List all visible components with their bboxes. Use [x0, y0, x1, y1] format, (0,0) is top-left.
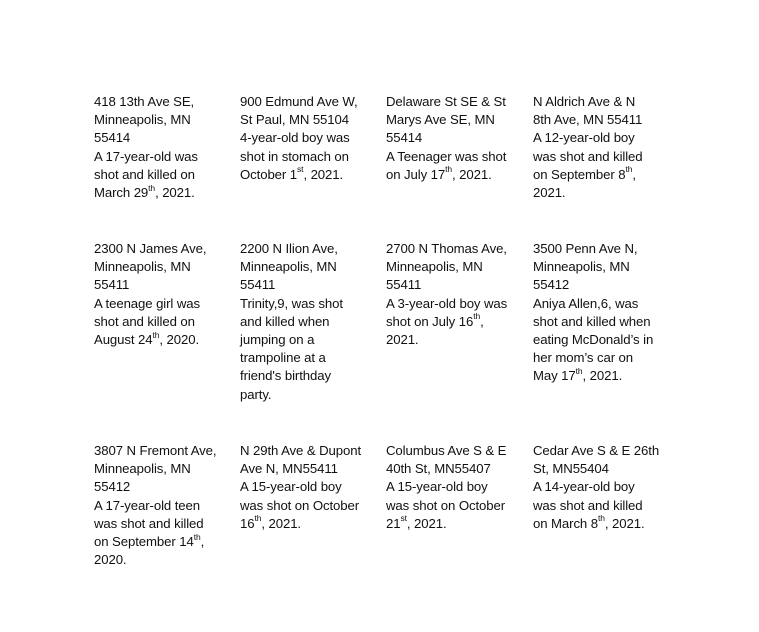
- description-line: 2021.: [386, 332, 419, 348]
- address-line: N Aldrich Ave & N: [533, 94, 636, 109]
- address-line: St Paul, MN 55104: [240, 112, 349, 128]
- description-line: shot and killed on: [94, 166, 195, 182]
- incident-entry: [240, 93, 378, 184]
- incident-entry: [386, 442, 524, 533]
- address-line: 900 Edmund Ave W,: [240, 94, 358, 109]
- description-line: May 17th, 2021.: [533, 366, 623, 384]
- description-line: was shot and killed: [533, 148, 643, 164]
- description-line: shot on July 16th,: [386, 311, 484, 329]
- description-line: A 3-year-old boy was: [386, 295, 508, 311]
- description-line: A teenage girl was: [94, 295, 200, 311]
- description-line: trampoline at a: [240, 350, 326, 366]
- description-line: 2021.: [533, 185, 566, 201]
- description-line: on March 8th, 2021.: [533, 513, 645, 531]
- address-line: 40th St, MN55407: [386, 461, 491, 477]
- description-line: on September 14th,: [94, 531, 205, 550]
- description-line: A Teenager was shot: [386, 148, 507, 164]
- description-line: party.: [240, 386, 272, 402]
- address-line: 55411: [240, 277, 276, 293]
- ordinal-suffix: th: [597, 513, 605, 524]
- address-line: 55411: [94, 277, 130, 293]
- address-line: Delaware St SE & St: [386, 94, 506, 109]
- description-line: on July 17th, 2021.: [386, 164, 492, 182]
- description-line: A 12-year-old boy: [533, 130, 635, 146]
- description-line: was shot on October: [240, 497, 360, 513]
- incident-entry: [533, 93, 671, 202]
- incident-entry: [94, 93, 232, 202]
- description-line: August 24th, 2020.: [94, 329, 200, 348]
- address-line: 8th Ave, MN 55411: [533, 112, 643, 128]
- ordinal-suffix: th: [254, 513, 262, 524]
- address-line: Minneapolis, MN: [533, 259, 630, 275]
- description-line: A 15-year-old boy: [240, 479, 342, 495]
- ordinal-suffix: th: [473, 311, 481, 322]
- description-line: was shot and killed: [533, 497, 643, 513]
- ordinal-suffix: th: [152, 329, 160, 340]
- address-line: 55411: [386, 277, 422, 293]
- address-line: Minneapolis, MN: [94, 259, 191, 275]
- incident-entry: [533, 442, 671, 533]
- description-line: and killed when: [240, 313, 330, 329]
- address-line: Cedar Ave S & E 26th: [533, 443, 660, 458]
- incident-entry: [240, 240, 378, 404]
- address-line: 55412: [533, 277, 570, 293]
- address-line: Minneapolis, MN: [94, 112, 191, 128]
- ordinal-suffix: th: [625, 164, 633, 175]
- description-line: shot in stomach on: [240, 148, 349, 164]
- description-line: 21st, 2021.: [386, 513, 447, 531]
- description-line: Trinity,9, was shot: [240, 295, 343, 311]
- ordinal-suffix: st: [297, 164, 304, 175]
- ordinal-suffix: th: [575, 366, 583, 377]
- description-line: shot and killed when: [533, 313, 651, 329]
- ordinal-suffix: th: [193, 531, 201, 542]
- ordinal-suffix: th: [148, 182, 156, 193]
- description-line: 16th, 2021.: [240, 513, 301, 531]
- address-line: 55414: [386, 130, 423, 146]
- address-line: N 29th Ave & Dupont: [240, 443, 362, 458]
- incident-entry: [533, 240, 671, 386]
- address-line: 3807 N Fremont Ave,: [94, 443, 217, 458]
- incident-entry: [386, 93, 524, 184]
- description-line: eating McDonald’s in: [533, 332, 654, 348]
- address-line: Minneapolis, MN: [240, 259, 337, 275]
- incident-entry: [240, 442, 378, 533]
- address-line: 2300 N James Ave,: [94, 241, 207, 256]
- incident-entry: [386, 240, 524, 349]
- ordinal-suffix: th: [445, 164, 453, 175]
- address-line: Ave N, MN55411: [240, 461, 338, 477]
- address-line: 55414: [94, 130, 131, 146]
- description-line: A 17-year-old teen: [94, 497, 200, 513]
- address-line: Minneapolis, MN: [386, 259, 483, 275]
- incident-entry: [94, 442, 232, 569]
- description-line: 2020.: [94, 552, 127, 568]
- description-line: was shot on October: [386, 497, 506, 513]
- address-line: St, MN55404: [533, 461, 609, 477]
- address-line: 2700 N Thomas Ave,: [386, 241, 507, 256]
- address-line: 2200 N Ilion Ave,: [240, 241, 338, 256]
- address-line: 418 13th Ave SE,: [94, 94, 195, 109]
- description-line: A 14-year-old boy: [533, 479, 635, 495]
- description-line: March 29th, 2021.: [94, 182, 195, 201]
- address-line: Minneapolis, MN: [94, 461, 191, 477]
- description-line: A 15-year-old boy: [386, 479, 488, 495]
- description-line: 4-year-old boy was: [240, 130, 350, 146]
- address-line: 3500 Penn Ave N,: [533, 241, 638, 256]
- incident-entry: [94, 240, 232, 349]
- description-line: was shot and killed: [94, 515, 204, 531]
- description-line: shot and killed on: [94, 313, 195, 329]
- description-line: jumping on a: [240, 332, 315, 348]
- description-line: October 1st, 2021.: [240, 164, 344, 182]
- address-line: Columbus Ave S & E: [386, 443, 507, 458]
- description-line: Aniya Allen,6, was: [533, 295, 639, 311]
- description-line: on September 8th,: [533, 164, 636, 182]
- description-line: friend's birthday: [240, 368, 331, 384]
- ordinal-suffix: st: [400, 513, 407, 524]
- address-line: 55412: [94, 479, 131, 495]
- address-line: Marys Ave SE, MN: [386, 112, 495, 128]
- description-line: her mom’s car on: [533, 350, 634, 366]
- description-line: A 17-year-old was: [94, 148, 198, 164]
